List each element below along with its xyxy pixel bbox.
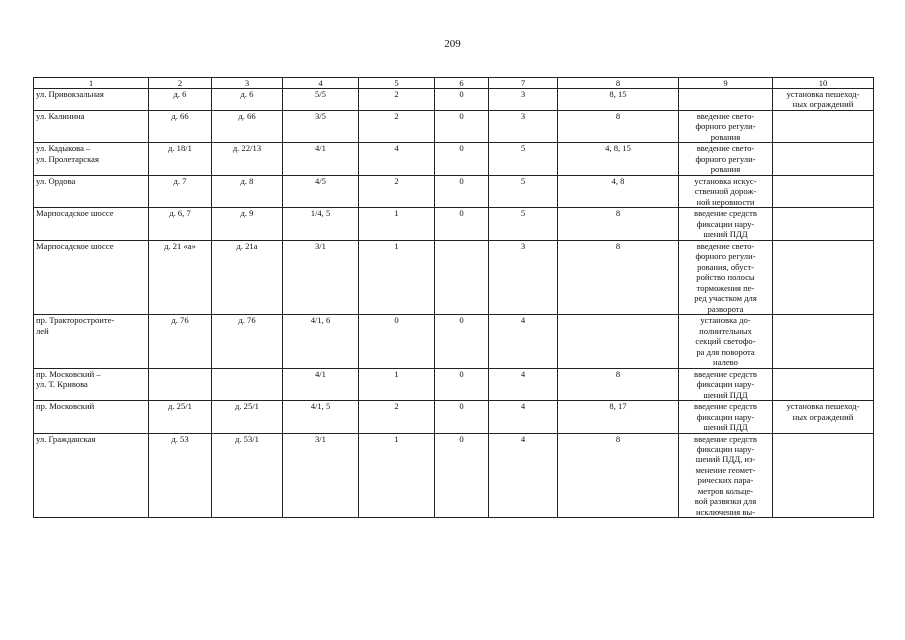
- cell-col-6: 0: [435, 175, 489, 207]
- cell-col-5: 2: [359, 89, 435, 111]
- page-number: 209: [444, 38, 461, 50]
- cell-col-7: 4: [489, 368, 558, 400]
- cell-col-9: установка до- полнительных секций светофо- ра для поворота налево: [679, 315, 773, 368]
- cell-col-1: ул. Привокзальная: [34, 89, 149, 111]
- cell-col-5: 2: [359, 175, 435, 207]
- cell-col-7: 3: [489, 89, 558, 111]
- cell-col-1: Марпосадское шоссе: [34, 240, 149, 314]
- cell-col-1: пр. Московский – ул. Т. Кривова: [34, 368, 149, 400]
- table-row: [34, 433, 874, 518]
- cell-col-9: введение свето- форного регули- рования: [679, 143, 773, 175]
- cell-col-10: установка пешеход- ных ограждений: [773, 89, 874, 111]
- cell-col-4: 3/1: [283, 240, 359, 314]
- cell-col-8: 8: [558, 368, 679, 400]
- cell-col-8: 8, 15: [558, 89, 679, 111]
- cell-col-1: ул. Кадыкова – ул. Пролетарская: [34, 143, 149, 175]
- column-header-1: 1: [34, 78, 149, 89]
- cell-col-10: [773, 208, 874, 240]
- cell-col-1: пр. Московский: [34, 401, 149, 433]
- cell-col-3: д. 9: [212, 208, 283, 240]
- cell-col-3: д. 66: [212, 110, 283, 142]
- cell-col-4: 5/5: [283, 89, 359, 111]
- cell-col-3: [212, 368, 283, 400]
- cell-col-7: 4: [489, 433, 558, 518]
- cell-col-8: 4, 8: [558, 175, 679, 207]
- cell-col-8: 8: [558, 208, 679, 240]
- cell-col-7: 5: [489, 208, 558, 240]
- table-row: [34, 89, 874, 111]
- cell-col-4: 4/5: [283, 175, 359, 207]
- cell-col-6: 0: [435, 401, 489, 433]
- cell-col-5: 4: [359, 143, 435, 175]
- cell-col-3: д. 76: [212, 315, 283, 368]
- cell-col-4: 4/1, 6: [283, 315, 359, 368]
- cell-col-6: 0: [435, 433, 489, 518]
- cell-col-10: [773, 315, 874, 368]
- cell-col-2: д. 6: [149, 89, 212, 111]
- column-header-4: 4: [283, 78, 359, 89]
- cell-col-3: д. 25/1: [212, 401, 283, 433]
- cell-col-9: введение средств фиксации нару- шений ПДД, из- менение геомет- рических пара- метров кольце- вой развязки для исключения вы-: [679, 433, 773, 518]
- table-row: [34, 143, 874, 175]
- column-header-5: 5: [359, 78, 435, 89]
- cell-col-8: 8, 17: [558, 401, 679, 433]
- cell-col-10: [773, 240, 874, 314]
- data-table: [33, 77, 874, 518]
- column-header-2: 2: [149, 78, 212, 89]
- cell-col-6: 0: [435, 208, 489, 240]
- cell-col-7: 4: [489, 401, 558, 433]
- table-row: [34, 401, 874, 433]
- cell-col-5: 1: [359, 208, 435, 240]
- table-row: [34, 175, 874, 207]
- cell-col-8: 4, 8, 15: [558, 143, 679, 175]
- cell-col-5: 1: [359, 433, 435, 518]
- cell-col-6: 0: [435, 143, 489, 175]
- cell-col-2: д. 66: [149, 110, 212, 142]
- cell-col-9: введение свето- форного регули- рования, обуст- ройство полосы торможения пе- ред участком для разворота: [679, 240, 773, 314]
- cell-col-4: 4/1, 5: [283, 401, 359, 433]
- cell-col-1: Марпосадское шоссе: [34, 208, 149, 240]
- cell-col-9: установка искус- ственной дорож- ной неровности: [679, 175, 773, 207]
- cell-col-3: д. 8: [212, 175, 283, 207]
- cell-col-8: 8: [558, 240, 679, 314]
- cell-col-10: [773, 368, 874, 400]
- cell-col-5: 1: [359, 240, 435, 314]
- cell-col-10: [773, 175, 874, 207]
- cell-col-2: д. 6, 7: [149, 208, 212, 240]
- cell-col-6: 0: [435, 89, 489, 111]
- table-row: [34, 240, 874, 314]
- cell-col-6: 0: [435, 315, 489, 368]
- cell-col-2: [149, 368, 212, 400]
- cell-col-10: [773, 110, 874, 142]
- table-body: [34, 89, 874, 518]
- cell-col-7: 5: [489, 175, 558, 207]
- cell-col-2: д. 53: [149, 433, 212, 518]
- cell-col-2: д. 21 «а»: [149, 240, 212, 314]
- table-row: [34, 110, 874, 142]
- cell-col-1: ул. Калинина: [34, 110, 149, 142]
- table-row: [34, 315, 874, 368]
- cell-col-8: 8: [558, 433, 679, 518]
- table-header-row: [34, 78, 874, 89]
- column-header-3: 3: [212, 78, 283, 89]
- cell-col-4: 4/1: [283, 143, 359, 175]
- cell-col-10: [773, 143, 874, 175]
- cell-col-3: д. 6: [212, 89, 283, 111]
- cell-col-3: д. 21а: [212, 240, 283, 314]
- cell-col-7: 3: [489, 240, 558, 314]
- cell-col-2: д. 18/1: [149, 143, 212, 175]
- cell-col-7: 5: [489, 143, 558, 175]
- cell-col-8: [558, 315, 679, 368]
- cell-col-10: установка пешеход- ных ограждений: [773, 401, 874, 433]
- cell-col-3: д. 22/13: [212, 143, 283, 175]
- cell-col-9: [679, 89, 773, 111]
- column-header-10: 10: [773, 78, 874, 89]
- cell-col-5: 2: [359, 110, 435, 142]
- cell-col-4: 3/1: [283, 433, 359, 518]
- cell-col-5: 2: [359, 401, 435, 433]
- cell-col-4: 4/1: [283, 368, 359, 400]
- column-header-7: 7: [489, 78, 558, 89]
- cell-col-1: ул. Гражданская: [34, 433, 149, 518]
- cell-col-2: д. 76: [149, 315, 212, 368]
- cell-col-10: [773, 433, 874, 518]
- cell-col-3: д. 53/1: [212, 433, 283, 518]
- table-row: [34, 208, 874, 240]
- cell-col-4: 1/4, 5: [283, 208, 359, 240]
- cell-col-7: 4: [489, 315, 558, 368]
- cell-col-9: введение средств фиксации нару- шений ПДД: [679, 368, 773, 400]
- cell-col-7: 3: [489, 110, 558, 142]
- cell-col-9: введение свето- форного регули- рования: [679, 110, 773, 142]
- cell-col-5: 1: [359, 368, 435, 400]
- column-header-8: 8: [558, 78, 679, 89]
- cell-col-1: пр. Тракторостроите- лей: [34, 315, 149, 368]
- table-row: [34, 368, 874, 400]
- cell-col-6: 0: [435, 110, 489, 142]
- cell-col-8: 8: [558, 110, 679, 142]
- cell-col-9: введение средств фиксации нару- шений ПДД: [679, 401, 773, 433]
- cell-col-9: введение средств фиксации нару- шений ПДД: [679, 208, 773, 240]
- cell-col-4: 3/5: [283, 110, 359, 142]
- cell-col-1: ул. Ордова: [34, 175, 149, 207]
- cell-col-6: [435, 240, 489, 314]
- cell-col-2: д. 25/1: [149, 401, 212, 433]
- cell-col-5: 0: [359, 315, 435, 368]
- cell-col-2: д. 7: [149, 175, 212, 207]
- column-header-9: 9: [679, 78, 773, 89]
- cell-col-6: 0: [435, 368, 489, 400]
- column-header-6: 6: [435, 78, 489, 89]
